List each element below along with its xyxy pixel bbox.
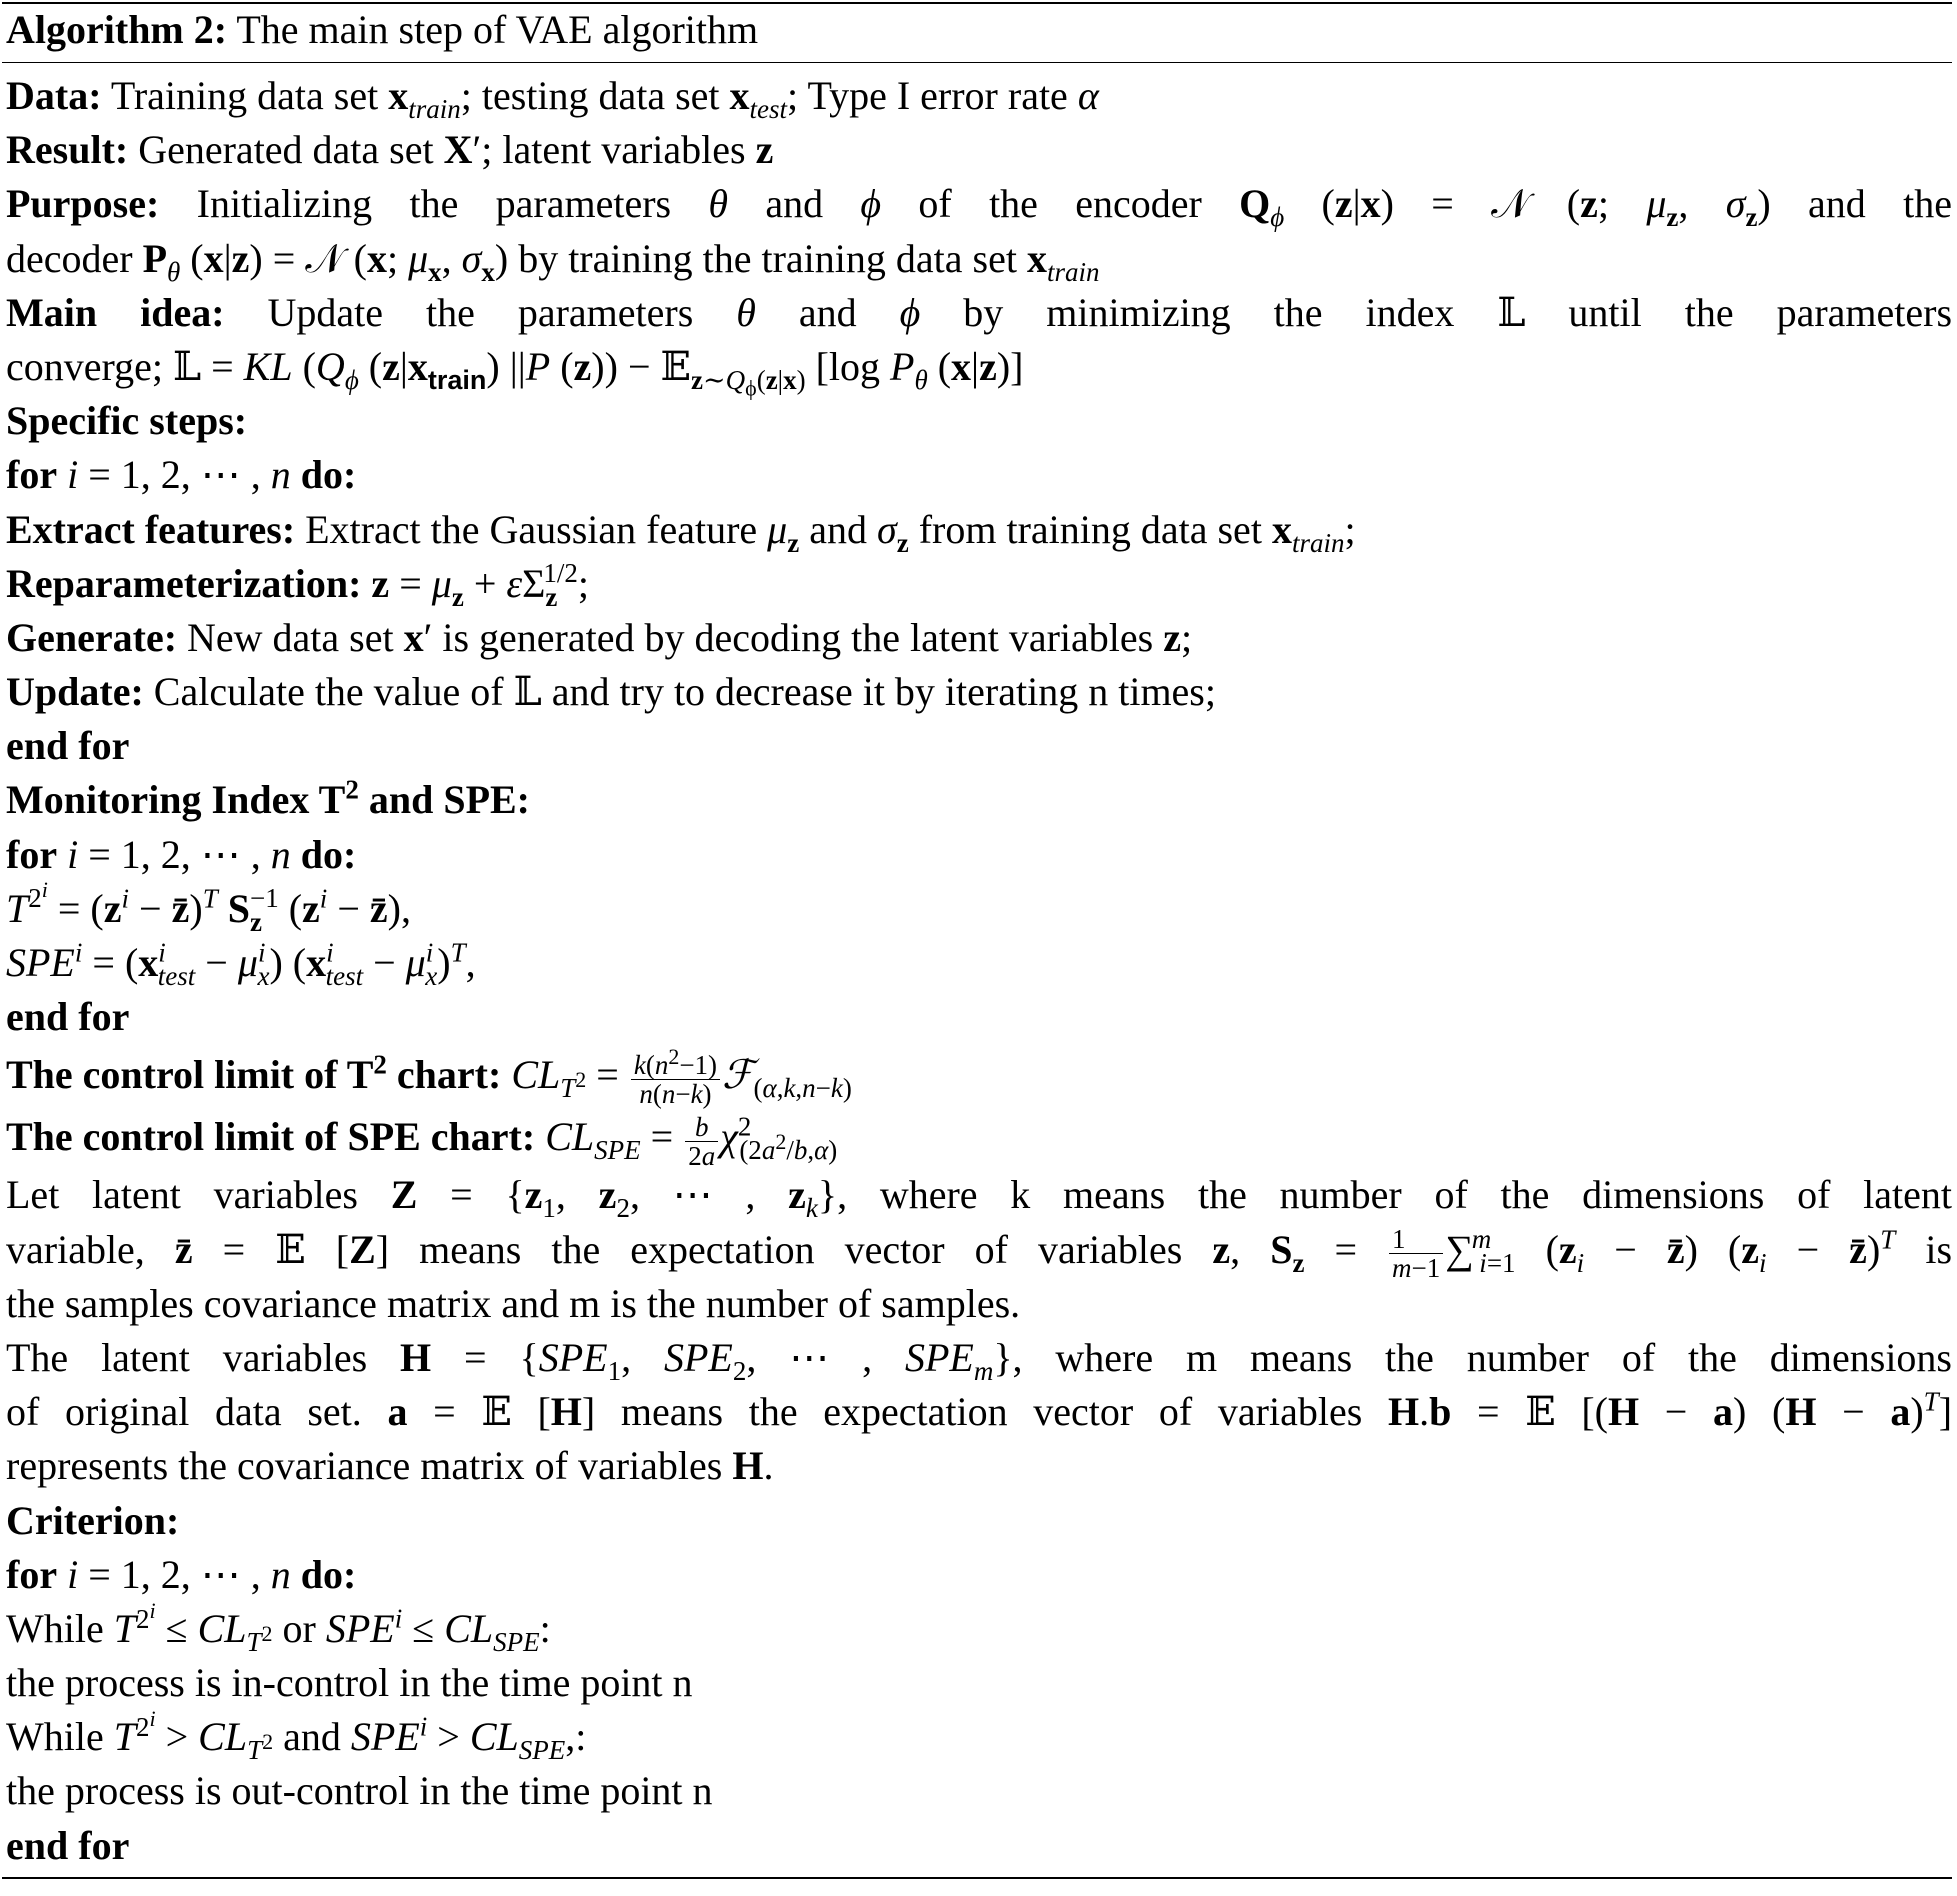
loop3-for-keyword: for xyxy=(6,1551,58,1597)
t2-formula: $T^{2^i} = (z^i$ − z̄)$^T$ $S_z^{-1}$ ($z^i$ − z̄), xyxy=(6,877,411,937)
while-out-control-condition: While $T^{2^i} > CL_{T^2}$ and $SPE^i > CL_{SPE}$,: xyxy=(6,1705,587,1766)
purpose-label: Purpose: xyxy=(6,181,160,227)
loop2-end-keyword: end for xyxy=(6,994,130,1040)
cl-t2-label: The control limit of $T^2$ chart: xyxy=(6,1050,502,1098)
cl-spe-label: The control limit of SPE chart: xyxy=(6,1114,536,1160)
loop2-for-keyword: for xyxy=(6,831,58,877)
loop1-do-keyword: do: xyxy=(300,452,357,498)
bottom-rule xyxy=(2,1877,1952,1879)
extract-features-line: Extract features: Extract the Gaussian feature $\mu_z$ and $\sigma_z$ from training data set $x_{train}$; xyxy=(6,506,1356,558)
purpose-line-2: decoder $P_\theta$ (x|z) = 𝒩 (x; $\mu_x$, $\sigma_x$) by training the training data set $x_{train}$ xyxy=(6,235,1100,287)
reparameterization-line: Reparameterization: $z = \mu_z + \varepsilon\Sigma_z^{1/2}$; xyxy=(6,558,590,612)
generate-line: Generate: New data set x′ is generated by decoding the latent variables z; xyxy=(6,614,1193,660)
loop3-header: for i = 1, 2, ⋯ , n do: xyxy=(6,1551,357,1597)
spe-formula: $SPE^i = (x^i_{test} - \mu^i_x) (x^i_{test} - \mu^i_x)^T$, xyxy=(6,937,476,991)
algorithm-title-text: The main step of VAE algorithm xyxy=(236,7,759,52)
loop2-do-keyword: do: xyxy=(300,831,357,877)
cl-spe-fraction: $\frac{b}{2a}$ xyxy=(685,1113,718,1170)
algorithm-title-label: Algorithm 2: xyxy=(6,7,228,52)
result-text: Generated data set X′; latent variables z xyxy=(138,127,774,173)
reparameterization-label: Reparameterization: xyxy=(6,560,362,606)
para1-line-1: Let latent variables $Z = \{z_1$, $z_2$, ⋯ , $z_k$}, where k means the number of the dimensions of latent xyxy=(6,1172,1952,1223)
para2-line-3: represents the covariance matrix of variables H. xyxy=(6,1443,774,1489)
para1-line-2: variable, z̄ = 𝔼 [Z] means the expectation vector of variables z, $S_z$ = $\frac{1}{m-1}$ ∑$^m_{i=1}$ ($z_i$ − z̄) ($z_i$ − z̄)$^T$ is xyxy=(6,1223,1952,1277)
loop3-do-keyword: do: xyxy=(300,1551,357,1597)
out-control-text: the process is out-control in the time point n xyxy=(6,1768,713,1814)
algorithm-box xyxy=(2,2,1952,1879)
loop1-for-keyword: for xyxy=(6,452,58,498)
cl-t2-line: The control limit of $T^2$ chart: $CL_{T^2}$ = $\frac{k(n^2-1)}{n(n-k)}$ ℱ$_{(\alpha,k,n-k)}$ xyxy=(6,1043,852,1109)
in-control-text: the process is in-control in the time point n xyxy=(6,1660,693,1706)
monitoring-label: Monitoring Index $T^2$ and SPE: xyxy=(6,775,530,823)
data-line xyxy=(6,69,1952,123)
loop2-header: for i = 1, 2, ⋯ , n do: xyxy=(6,831,357,877)
main-idea-line-2: converge; 𝕃 = KL ($Q_\phi$ $(z|x_{train})$ ||P (z)) − 𝔼$_{z\sim Q_\phi(z|x)}$ [log $P_\theta$ (x|z)] xyxy=(6,343,1024,401)
sz-fraction: $\frac{1}{m-1}$ xyxy=(1389,1225,1443,1277)
algorithm-title xyxy=(2,4,1952,56)
cl-spe-line: The control limit of SPE chart: $CL_{SPE}$ = $\frac{b}{2a}$ $\chi^2_{(2a^2/b,\alpha)}$ xyxy=(6,1111,838,1171)
data-label: Data: xyxy=(6,73,102,118)
while-in-control-condition: While $T^{2^i} \le CL_{T^2}$ or $SPE^i \le CL_{SPE}$: xyxy=(6,1597,551,1657)
algorithm-body xyxy=(2,63,1952,1873)
data-text: Training data set $x_{train}$; testing data set $x_{test}$; Type I error rate α xyxy=(110,73,1099,124)
loop3-end-keyword: end for xyxy=(6,1822,130,1868)
purpose-line-1: Purpose: Initializing the parameters θ and ϕ of the encoder $Q_\phi$ (z|x) = 𝒩 (z; $\mu_z$, $\sigma_z$) and the xyxy=(6,181,1952,232)
cl-t2-fraction: $\frac{k(n^2-1)}{n(n-k)}$ xyxy=(631,1051,720,1108)
criterion-label: Criterion: xyxy=(6,1497,180,1543)
loop1-end-keyword: end for xyxy=(6,723,130,769)
update-label: Update: xyxy=(6,669,144,715)
result-line xyxy=(6,123,1952,177)
update-line: Update: Calculate the value of 𝕃 and try to decrease it by iterating n times; xyxy=(6,669,1216,715)
para2-line-1: The latent variables $H = \{SPE_1$, $SPE_2$, ⋯ , $SPE_m$}, where m means the number of the dimensions xyxy=(6,1334,1952,1386)
result-label: Result: xyxy=(6,127,129,173)
extract-features-label: Extract features: xyxy=(6,506,296,552)
para1-line-3: the samples covariance matrix and m is the number of samples. xyxy=(6,1280,1021,1326)
main-idea-label: Main idea: xyxy=(6,289,225,335)
main-idea-line-1: Main idea: Update the parameters θ and ϕ by minimizing the index 𝕃 until the parameters xyxy=(6,289,1952,335)
para2-line-2: of original data set. a = 𝔼 [H] means the expectation vector of variables H.b = 𝔼 [(H − a) $(H - a)^T$] xyxy=(6,1386,1952,1435)
generate-label: Generate: xyxy=(6,614,178,660)
specific-steps-label: Specific steps: xyxy=(6,398,248,444)
loop1-header: for i = 1, 2, ⋯ , n do: xyxy=(6,452,357,498)
